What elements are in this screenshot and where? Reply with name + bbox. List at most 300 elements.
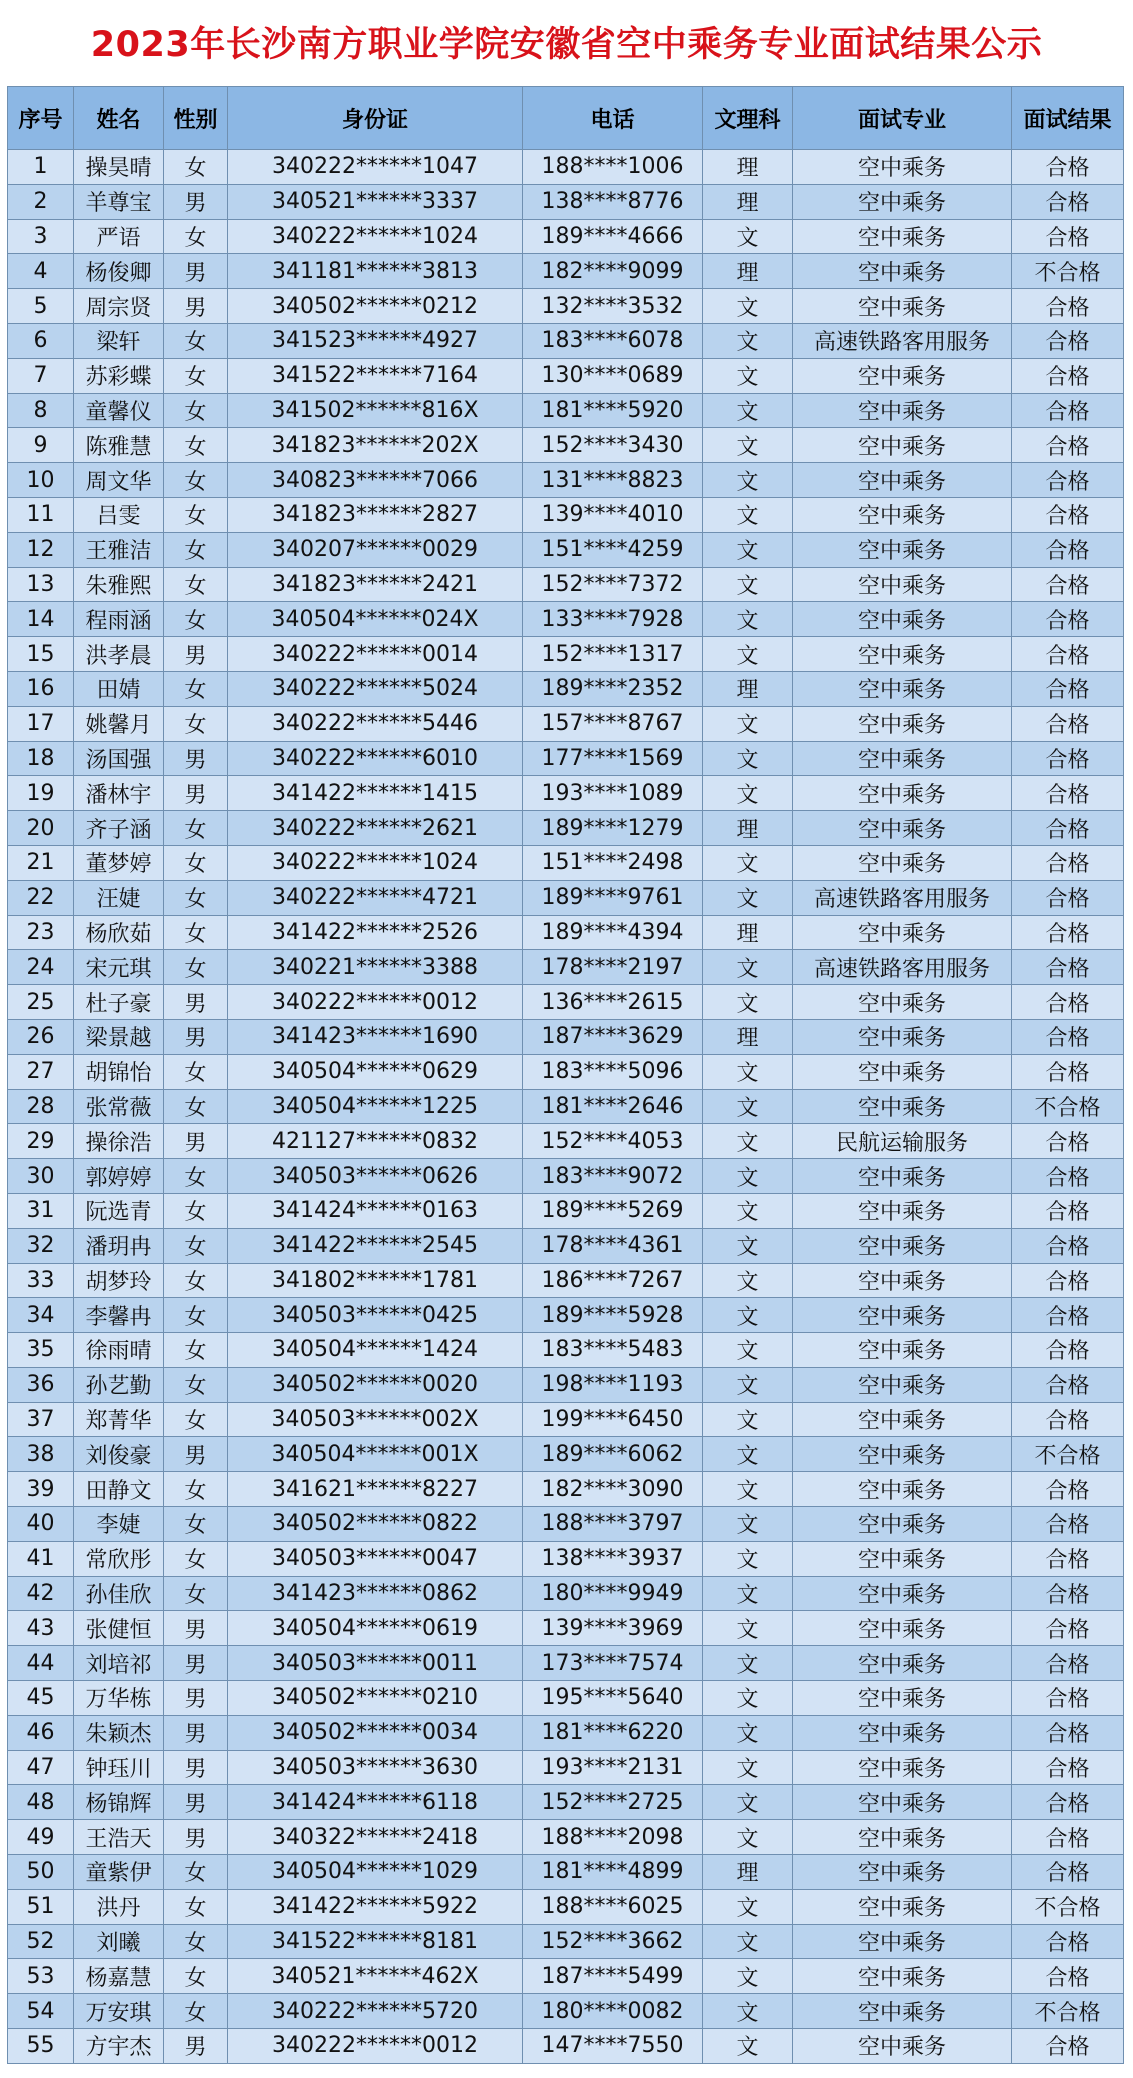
cell-phone: 189****6062	[523, 1437, 703, 1472]
cell-result: 合格	[1012, 1924, 1124, 1959]
cell-name: 潘玥冉	[74, 1228, 164, 1263]
cell-name: 徐雨晴	[74, 1333, 164, 1368]
cell-id: 340222******6010	[228, 741, 523, 776]
cell-name: 张常薇	[74, 1089, 164, 1124]
cell-phone: 199****6450	[523, 1402, 703, 1437]
cell-id: 340504******0619	[228, 1611, 523, 1646]
cell-major: 空中乘务	[793, 1541, 1012, 1576]
cell-result: 合格	[1012, 1472, 1124, 1507]
table-row	[8, 1924, 1124, 1959]
cell-track: 理	[703, 1855, 793, 1890]
cell-major: 空中乘务	[793, 463, 1012, 498]
cell-track: 文	[703, 741, 793, 776]
table-row	[8, 1263, 1124, 1298]
cell-track: 文	[703, 567, 793, 602]
cell-phone: 186****7267	[523, 1263, 703, 1298]
cell-result: 合格	[1012, 1959, 1124, 1994]
cell-name: 王雅洁	[74, 532, 164, 567]
cell-id: 341523******4927	[228, 323, 523, 358]
cell-index: 48	[8, 1785, 74, 1820]
cell-name: 齐子涵	[74, 811, 164, 846]
table-row	[8, 1019, 1124, 1054]
cell-major: 空中乘务	[793, 289, 1012, 324]
cell-phone: 152****1317	[523, 637, 703, 672]
cell-index: 1	[8, 150, 74, 185]
cell-result: 合格	[1012, 880, 1124, 915]
cell-index: 29	[8, 1124, 74, 1159]
cell-name: 严语	[74, 219, 164, 254]
cell-gender: 女	[164, 219, 228, 254]
cell-track: 文	[703, 1402, 793, 1437]
table-row	[8, 1681, 1124, 1716]
cell-major: 空中乘务	[793, 1959, 1012, 1994]
cell-id: 341823******2421	[228, 567, 523, 602]
cell-name: 梁景越	[74, 1019, 164, 1054]
cell-phone: 139****4010	[523, 497, 703, 532]
table-row	[8, 1959, 1124, 1994]
cell-id: 340207******0029	[228, 532, 523, 567]
cell-major: 空中乘务	[793, 602, 1012, 637]
cell-index: 8	[8, 393, 74, 428]
cell-result: 合格	[1012, 428, 1124, 463]
table-row	[8, 1124, 1124, 1159]
cell-track: 文	[703, 1437, 793, 1472]
cell-gender: 男	[164, 1750, 228, 1785]
cell-index: 49	[8, 1820, 74, 1855]
cell-major: 空中乘务	[793, 1193, 1012, 1228]
cell-gender: 男	[164, 1681, 228, 1716]
cell-name: 万华栋	[74, 1681, 164, 1716]
cell-index: 9	[8, 428, 74, 463]
cell-major: 空中乘务	[793, 1994, 1012, 2029]
col-header-track: 文理科	[703, 87, 793, 150]
cell-gender: 男	[164, 1820, 228, 1855]
cell-id: 340504******1424	[228, 1333, 523, 1368]
cell-index: 2	[8, 184, 74, 219]
cell-major: 空中乘务	[793, 219, 1012, 254]
table-row	[8, 497, 1124, 532]
cell-index: 26	[8, 1019, 74, 1054]
cell-name: 杨俊卿	[74, 254, 164, 289]
cell-major: 民航运输服务	[793, 1124, 1012, 1159]
cell-id: 340504******001X	[228, 1437, 523, 1472]
cell-name: 杜子豪	[74, 985, 164, 1020]
cell-index: 6	[8, 323, 74, 358]
cell-major: 空中乘务	[793, 567, 1012, 602]
cell-gender: 女	[164, 567, 228, 602]
cell-id: 340222******0014	[228, 637, 523, 672]
cell-phone: 136****2615	[523, 985, 703, 1020]
table-row	[8, 150, 1124, 185]
cell-phone: 181****5920	[523, 393, 703, 428]
cell-gender: 女	[164, 915, 228, 950]
table-row	[8, 880, 1124, 915]
cell-name: 万安琪	[74, 1994, 164, 2029]
cell-index: 7	[8, 358, 74, 393]
table-row	[8, 637, 1124, 672]
cell-major: 空中乘务	[793, 393, 1012, 428]
cell-gender: 女	[164, 532, 228, 567]
table-row	[8, 289, 1124, 324]
cell-result: 合格	[1012, 1019, 1124, 1054]
cell-track: 文	[703, 1054, 793, 1089]
table-row	[8, 1750, 1124, 1785]
cell-track: 文	[703, 1367, 793, 1402]
cell-index: 13	[8, 567, 74, 602]
cell-result: 合格	[1012, 1611, 1124, 1646]
cell-result: 不合格	[1012, 254, 1124, 289]
cell-track: 理	[703, 254, 793, 289]
cell-phone: 195****5640	[523, 1681, 703, 1716]
cell-phone: 147****7550	[523, 2029, 703, 2064]
cell-gender: 女	[164, 1367, 228, 1402]
cell-index: 16	[8, 671, 74, 706]
cell-track: 文	[703, 1820, 793, 1855]
cell-major: 空中乘务	[793, 637, 1012, 672]
cell-name: 程雨涵	[74, 602, 164, 637]
cell-result: 合格	[1012, 1646, 1124, 1681]
cell-phone: 178****4361	[523, 1228, 703, 1263]
cell-name: 张健恒	[74, 1611, 164, 1646]
cell-phone: 130****0689	[523, 358, 703, 393]
cell-result: 合格	[1012, 602, 1124, 637]
cell-gender: 女	[164, 1472, 228, 1507]
cell-id: 340502******0020	[228, 1367, 523, 1402]
cell-gender: 女	[164, 497, 228, 532]
cell-result: 合格	[1012, 1333, 1124, 1368]
cell-gender: 女	[164, 1855, 228, 1890]
cell-result: 合格	[1012, 2029, 1124, 2064]
cell-result: 合格	[1012, 1855, 1124, 1890]
cell-phone: 193****1089	[523, 776, 703, 811]
table-row	[8, 1193, 1124, 1228]
cell-gender: 男	[164, 1715, 228, 1750]
cell-result: 不合格	[1012, 1089, 1124, 1124]
cell-name: 刘俊豪	[74, 1437, 164, 1472]
cell-name: 王浩天	[74, 1820, 164, 1855]
cell-id: 340503******0047	[228, 1541, 523, 1576]
cell-track: 文	[703, 532, 793, 567]
cell-gender: 女	[164, 323, 228, 358]
cell-index: 11	[8, 497, 74, 532]
cell-phone: 189****4666	[523, 219, 703, 254]
cell-name: 胡梦玲	[74, 1263, 164, 1298]
table-row	[8, 1159, 1124, 1194]
cell-gender: 女	[164, 393, 228, 428]
cell-name: 刘曦	[74, 1924, 164, 1959]
cell-major: 空中乘务	[793, 706, 1012, 741]
cell-phone: 151****2498	[523, 845, 703, 880]
cell-result: 合格	[1012, 463, 1124, 498]
cell-track: 文	[703, 845, 793, 880]
cell-id: 340503******002X	[228, 1402, 523, 1437]
cell-major: 空中乘务	[793, 1924, 1012, 1959]
cell-major: 高速铁路客用服务	[793, 323, 1012, 358]
cell-id: 340504******024X	[228, 602, 523, 637]
cell-gender: 女	[164, 1054, 228, 1089]
cell-id: 340503******0425	[228, 1298, 523, 1333]
cell-index: 30	[8, 1159, 74, 1194]
cell-gender: 女	[164, 1089, 228, 1124]
cell-index: 44	[8, 1646, 74, 1681]
cell-gender: 女	[164, 1889, 228, 1924]
cell-result: 合格	[1012, 1228, 1124, 1263]
cell-gender: 女	[164, 463, 228, 498]
cell-track: 理	[703, 184, 793, 219]
cell-index: 33	[8, 1263, 74, 1298]
cell-phone: 151****4259	[523, 532, 703, 567]
cell-track: 文	[703, 1263, 793, 1298]
cell-gender: 男	[164, 741, 228, 776]
cell-result: 合格	[1012, 323, 1124, 358]
cell-phone: 133****7928	[523, 602, 703, 637]
cell-gender: 女	[164, 950, 228, 985]
cell-result: 合格	[1012, 358, 1124, 393]
cell-result: 合格	[1012, 1715, 1124, 1750]
cell-name: 宋元琪	[74, 950, 164, 985]
cell-id: 341422******5922	[228, 1889, 523, 1924]
cell-index: 4	[8, 254, 74, 289]
cell-id: 341621******8227	[228, 1472, 523, 1507]
table-row	[8, 1507, 1124, 1542]
cell-major: 空中乘务	[793, 1889, 1012, 1924]
cell-result: 合格	[1012, 1054, 1124, 1089]
cell-id: 341522******8181	[228, 1924, 523, 1959]
cell-major: 空中乘务	[793, 1785, 1012, 1820]
cell-phone: 139****3969	[523, 1611, 703, 1646]
cell-gender: 女	[164, 358, 228, 393]
cell-index: 18	[8, 741, 74, 776]
cell-result: 合格	[1012, 393, 1124, 428]
col-header-phone: 电话	[523, 87, 703, 150]
cell-major: 空中乘务	[793, 845, 1012, 880]
cell-id: 340521******462X	[228, 1959, 523, 1994]
cell-gender: 男	[164, 1611, 228, 1646]
table-row	[8, 1715, 1124, 1750]
cell-index: 24	[8, 950, 74, 985]
cell-phone: 187****5499	[523, 1959, 703, 1994]
cell-major: 空中乘务	[793, 1855, 1012, 1890]
cell-name: 汪婕	[74, 880, 164, 915]
cell-index: 19	[8, 776, 74, 811]
cell-id: 340503******0011	[228, 1646, 523, 1681]
table-row	[8, 428, 1124, 463]
cell-phone: 138****8776	[523, 184, 703, 219]
cell-major: 空中乘务	[793, 1019, 1012, 1054]
cell-id: 340503******0626	[228, 1159, 523, 1194]
cell-id: 340322******2418	[228, 1820, 523, 1855]
cell-index: 27	[8, 1054, 74, 1089]
cell-phone: 152****7372	[523, 567, 703, 602]
cell-gender: 男	[164, 1646, 228, 1681]
cell-major: 高速铁路客用服务	[793, 950, 1012, 985]
col-header-major: 面试专业	[793, 87, 1012, 150]
cell-name: 孙艺勤	[74, 1367, 164, 1402]
cell-gender: 男	[164, 1785, 228, 1820]
cell-track: 文	[703, 1750, 793, 1785]
cell-id: 341422******2545	[228, 1228, 523, 1263]
cell-major: 空中乘务	[793, 1228, 1012, 1263]
cell-result: 合格	[1012, 497, 1124, 532]
cell-id: 340502******0210	[228, 1681, 523, 1716]
cell-index: 45	[8, 1681, 74, 1716]
table-row	[8, 1402, 1124, 1437]
cell-id: 340521******3337	[228, 184, 523, 219]
cell-track: 理	[703, 1019, 793, 1054]
cell-name: 梁轩	[74, 323, 164, 358]
cell-major: 空中乘务	[793, 428, 1012, 463]
cell-major: 空中乘务	[793, 1646, 1012, 1681]
cell-phone: 180****9949	[523, 1576, 703, 1611]
cell-name: 田静文	[74, 1472, 164, 1507]
cell-index: 21	[8, 845, 74, 880]
cell-name: 李婕	[74, 1507, 164, 1542]
cell-id: 421127******0832	[228, 1124, 523, 1159]
cell-id: 341422******1415	[228, 776, 523, 811]
cell-id: 341424******6118	[228, 1785, 523, 1820]
cell-result: 合格	[1012, 671, 1124, 706]
cell-major: 空中乘务	[793, 1333, 1012, 1368]
cell-major: 空中乘务	[793, 1159, 1012, 1194]
cell-track: 文	[703, 1333, 793, 1368]
table-row	[8, 1541, 1124, 1576]
cell-result: 合格	[1012, 1367, 1124, 1402]
cell-gender: 女	[164, 1994, 228, 2029]
cell-track: 文	[703, 2029, 793, 2064]
table-row	[8, 1472, 1124, 1507]
cell-id: 340504******1225	[228, 1089, 523, 1124]
cell-index: 42	[8, 1576, 74, 1611]
table-row	[8, 1333, 1124, 1368]
cell-gender: 女	[164, 1507, 228, 1542]
cell-major: 空中乘务	[793, 1298, 1012, 1333]
cell-major: 空中乘务	[793, 1437, 1012, 1472]
cell-gender: 女	[164, 880, 228, 915]
cell-gender: 男	[164, 1437, 228, 1472]
cell-track: 文	[703, 950, 793, 985]
cell-track: 文	[703, 289, 793, 324]
col-header-gender: 性别	[164, 87, 228, 150]
cell-major: 空中乘务	[793, 1681, 1012, 1716]
cell-name: 钟珏川	[74, 1750, 164, 1785]
cell-result: 合格	[1012, 1507, 1124, 1542]
cell-major: 空中乘务	[793, 915, 1012, 950]
cell-index: 25	[8, 985, 74, 1020]
cell-gender: 男	[164, 2029, 228, 2064]
cell-track: 文	[703, 323, 793, 358]
cell-track: 文	[703, 428, 793, 463]
cell-id: 340222******5720	[228, 1994, 523, 2029]
cell-gender: 女	[164, 706, 228, 741]
cell-result: 不合格	[1012, 1994, 1124, 2029]
cell-id: 340502******0212	[228, 289, 523, 324]
cell-phone: 183****9072	[523, 1159, 703, 1194]
cell-index: 55	[8, 2029, 74, 2064]
cell-phone: 152****2725	[523, 1785, 703, 1820]
table-row	[8, 811, 1124, 846]
cell-id: 340222******5024	[228, 671, 523, 706]
cell-phone: 183****5096	[523, 1054, 703, 1089]
table-row	[8, 1298, 1124, 1333]
table-row	[8, 1646, 1124, 1681]
cell-id: 340222******2621	[228, 811, 523, 846]
cell-index: 23	[8, 915, 74, 950]
cell-id: 340222******1024	[228, 219, 523, 254]
cell-result: 合格	[1012, 950, 1124, 985]
cell-result: 合格	[1012, 706, 1124, 741]
cell-major: 空中乘务	[793, 2029, 1012, 2064]
cell-index: 12	[8, 532, 74, 567]
cell-name: 汤国强	[74, 741, 164, 776]
cell-gender: 女	[164, 845, 228, 880]
table-row	[8, 1785, 1124, 1820]
cell-index: 20	[8, 811, 74, 846]
cell-major: 空中乘务	[793, 532, 1012, 567]
cell-phone: 188****1006	[523, 150, 703, 185]
cell-track: 文	[703, 497, 793, 532]
cell-id: 340222******1047	[228, 150, 523, 185]
cell-index: 14	[8, 602, 74, 637]
cell-gender: 女	[164, 1402, 228, 1437]
cell-index: 10	[8, 463, 74, 498]
table-row	[8, 323, 1124, 358]
cell-id: 341423******0862	[228, 1576, 523, 1611]
table-row	[8, 1994, 1124, 2029]
table-row	[8, 1576, 1124, 1611]
cell-major: 空中乘务	[793, 497, 1012, 532]
cell-result: 合格	[1012, 1820, 1124, 1855]
cell-index: 40	[8, 1507, 74, 1542]
cell-name: 杨嘉慧	[74, 1959, 164, 1994]
cell-phone: 189****1279	[523, 811, 703, 846]
cell-major: 空中乘务	[793, 985, 1012, 1020]
cell-phone: 189****2352	[523, 671, 703, 706]
cell-result: 合格	[1012, 532, 1124, 567]
cell-gender: 女	[164, 1924, 228, 1959]
cell-id: 340504******0629	[228, 1054, 523, 1089]
cell-result: 合格	[1012, 567, 1124, 602]
table-row	[8, 741, 1124, 776]
table-row	[8, 254, 1124, 289]
cell-id: 340504******1029	[228, 1855, 523, 1890]
cell-index: 41	[8, 1541, 74, 1576]
cell-track: 文	[703, 463, 793, 498]
cell-id: 341423******1690	[228, 1019, 523, 1054]
table-row	[8, 845, 1124, 880]
cell-phone: 152****3662	[523, 1924, 703, 1959]
cell-id: 340222******5446	[228, 706, 523, 741]
cell-id: 340823******7066	[228, 463, 523, 498]
cell-result: 合格	[1012, 1785, 1124, 1820]
table-row	[8, 1228, 1124, 1263]
cell-name: 洪丹	[74, 1889, 164, 1924]
cell-name: 方宇杰	[74, 2029, 164, 2064]
cell-major: 空中乘务	[793, 1576, 1012, 1611]
cell-id: 341823******202X	[228, 428, 523, 463]
cell-gender: 女	[164, 1541, 228, 1576]
cell-id: 341522******7164	[228, 358, 523, 393]
cell-name: 洪孝晨	[74, 637, 164, 672]
cell-phone: 180****0082	[523, 1994, 703, 2029]
cell-gender: 男	[164, 289, 228, 324]
cell-index: 36	[8, 1367, 74, 1402]
cell-track: 文	[703, 1611, 793, 1646]
table-row	[8, 915, 1124, 950]
cell-gender: 女	[164, 150, 228, 185]
cell-result: 合格	[1012, 985, 1124, 1020]
cell-gender: 男	[164, 1019, 228, 1054]
cell-result: 不合格	[1012, 1889, 1124, 1924]
